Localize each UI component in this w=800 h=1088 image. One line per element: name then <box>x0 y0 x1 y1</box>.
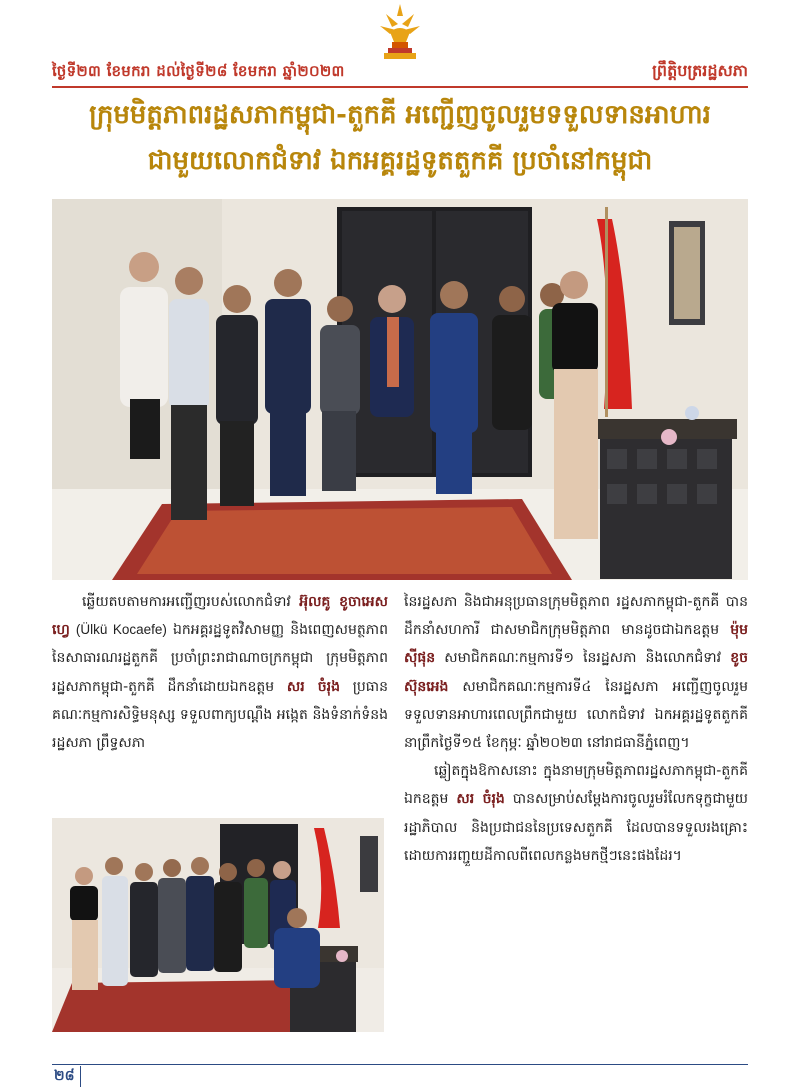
article-headline <box>52 92 748 184</box>
article-text: សមាជិកគណៈកម្មការទី៤ នៃរដ្ឋសភា អញ្ជើញចូលរួមទទួលទានអាហារពេលព្រឹកជាមួយ លោកជំទាវ ឯកអគ្គរដ្ឋទូតតួកគី នាព្រឹកថ្ងៃទី១៥ ខែកុម្ភៈ ឆ្នាំ២០២៣ នៅរាជធានីភ្នំពេញ។ <box>404 678 748 752</box>
parliament-logo <box>376 2 424 64</box>
person-name: ខូច ស៊ុនអេង <box>404 650 749 695</box>
article-text: ឆ្លើយតបតាមការអញ្ជើញរបស់លោកជំទាវ <box>82 594 291 610</box>
person-name: អ៊ុលគូ ខូចាអេសហ្វេ <box>52 594 388 639</box>
latin-name: (Ülkü Kocaefe) <box>75 622 167 638</box>
article-column-right <box>404 588 748 870</box>
header-divider <box>52 86 748 88</box>
article-text: ប្រធានគណៈកម្មការសិទ្ធិមនុស្ស ទទួលពាក្យបណ្ដឹង អង្កេត និងទំនាក់ទំនងរដ្ឋសភា ព្រឹទ្ធសភា <box>52 678 388 752</box>
article-text: នៃរដ្ឋសភា និងជាអនុប្រធានក្រុមមិត្តភាព រដ្ឋសភាកម្ពុជា-តួកគី បានដឹកនាំសហការី ជាសមាជិកក្រុមមិត្តភាព មានដូចជាឯកឧត្តម <box>404 594 748 639</box>
article-text: ឯកអគ្គរដ្ឋទូតវិសាមញ្ញ និងពេញសមត្ថភាព នៃសាធារណរដ្ឋតួកគី ប្រចាំព្រះរាជាណាចក្រកម្ពុជា ក្រុមមិត្តភាពរដ្ឋសភាកម្ពុជា-តួកគី ដឹកនាំដោយឯកឧត្តម <box>52 622 388 695</box>
condolence-photo <box>52 818 384 1032</box>
person-name: សរ ចំរុង <box>286 678 340 695</box>
section-label: ព្រឹត្តិបត្ររដ្ឋសភា <box>652 61 748 80</box>
group-photo <box>52 199 748 580</box>
footer-divider <box>52 1064 748 1065</box>
article-text: បានសម្រាប់សម្ដែងការចូលរួមរំលែកទុក្ខជាមួយរដ្ឋាភិបាល និងប្រជាជននៃប្រទេសតួកគី ដែលបានទទួលរងគ្រោះដោយការរញ្ជួយដីកាលពីពេលកន្លងមកថ្មីៗនេះផងដែរ។ <box>404 791 748 864</box>
headline-line-2: ជាមួយលោកជំទាវ ឯកអគ្គរដ្ឋទូតតួកគី ប្រចាំនៅកម្ពុជា <box>147 146 653 176</box>
article-column-left <box>52 588 388 757</box>
issue-date: ថ្ងៃទី២៣ ខែមករា ដល់ថ្ងៃទី២៨ ខែមករា ឆ្នាំ២០២៣ <box>52 62 345 80</box>
article-text: ឆ្លៀតក្នុងឱកាសនោះ ក្នុងនាមក្រុមមិត្តភាពរដ្ឋសភាកម្ពុជា-តួកគី ឯកឧត្តម <box>404 763 748 808</box>
person-name: ម៉ុម ស៊ីផុន <box>404 622 748 667</box>
person-name: សរ ចំរុង <box>456 791 505 808</box>
article-text: សមាជិកគណៈកម្មការទី១ នៃរដ្ឋសភា និងលោកជំទាវ <box>444 650 722 667</box>
page-number: ២៨ <box>54 1066 81 1087</box>
headline-line-1: ក្រុមមិត្តភាពរដ្ឋសភាកម្ពុជា-តួកគី អញ្ជើញចូលរួមទទួលទានអាហារ <box>89 100 711 130</box>
